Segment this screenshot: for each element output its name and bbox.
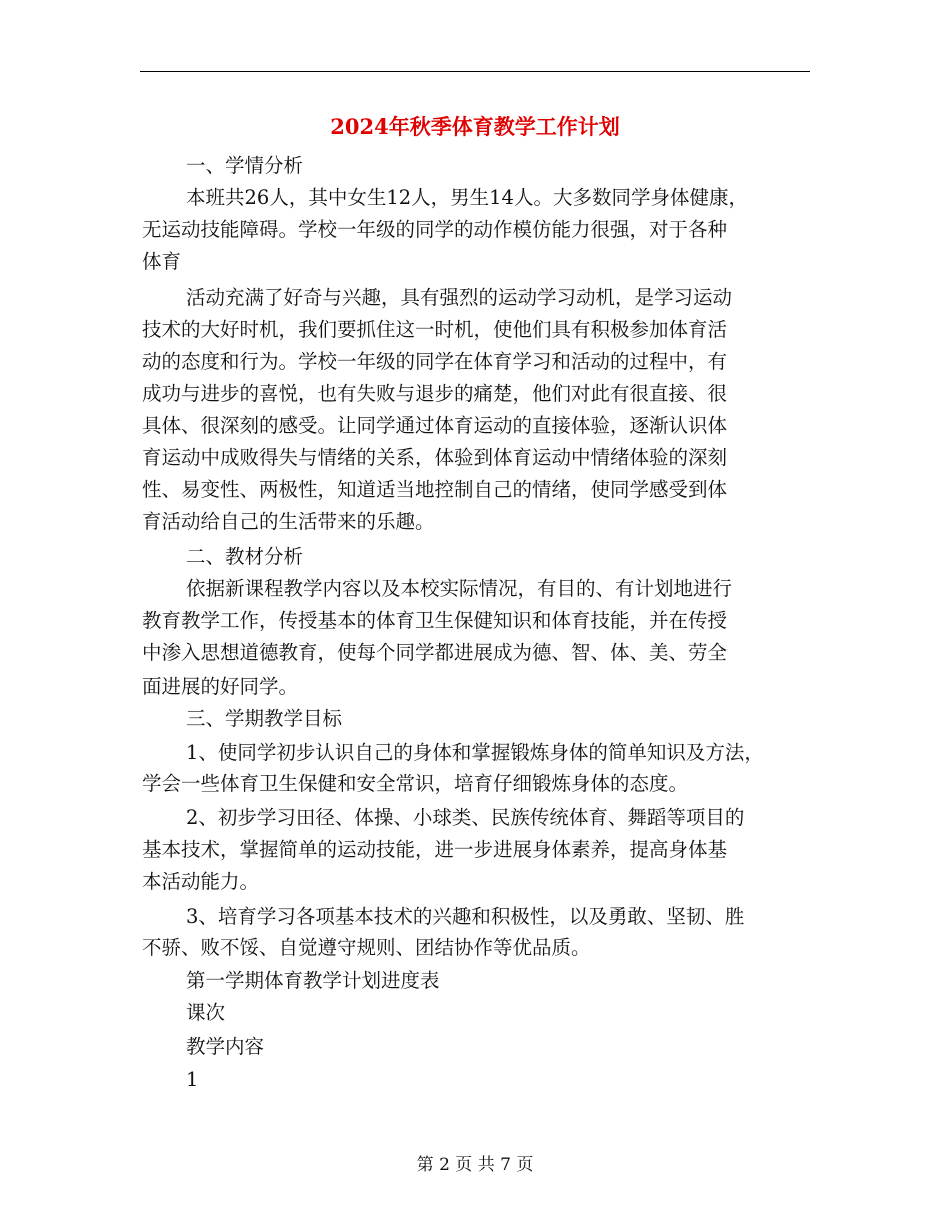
header-rule xyxy=(140,71,810,72)
body-line: 具体、很深刻的感受。让同学通过体育运动的直接体验，逐渐认识体 xyxy=(142,414,728,437)
body-line: 育活动给自己的生活带来的乐趣。 xyxy=(142,510,435,533)
body-line: 性、易变性、两极性，知道适当地控制自己的情绪，使同学感受到体 xyxy=(142,478,728,501)
body-line: 活动充满了好奇与兴趣，具有强烈的运动学习动机，是学习运动 xyxy=(186,286,733,309)
body-line: 基本技术，掌握简单的运动技能，进一步进展身体素养，提高身体基 xyxy=(142,838,728,861)
table-title: 第一学期体育教学计划进度表 xyxy=(186,969,440,992)
body-line: 体育 xyxy=(142,250,182,273)
table-header-lesson: 课次 xyxy=(186,1001,226,1024)
section-heading-1: 一、学情分析 xyxy=(186,154,304,177)
body-line: 本活动能力。 xyxy=(142,870,260,893)
table-header-content: 教学内容 xyxy=(186,1035,265,1058)
table-cell-lesson-number: 1 xyxy=(186,1068,199,1091)
body-line: 面进展的好同学。 xyxy=(142,675,299,698)
body-line: 无运动技能障碍。学校一年级的同学的动作模仿能力很强，对于各种 xyxy=(142,218,728,241)
body-line: 2、初步学习田径、体操、小球类、民族传统体育、舞蹈等项目的 xyxy=(186,806,745,829)
body-line: 3、培育学习各项基本技术的兴趣和积极性，以及勇敢、坚韧、胜 xyxy=(186,905,745,928)
section-heading-3: 三、学期教学目标 xyxy=(186,707,343,730)
body-line: 成功与进步的喜悦，也有失败与退步的痛楚，他们对此有很直接、很 xyxy=(142,382,728,405)
body-line: 教育教学工作，传授基本的体育卫生保健知识和体育技能，并在传授 xyxy=(142,609,728,632)
page-footer: 第 2 页 共 7 页 xyxy=(416,1155,534,1175)
body-line: 本班共26人，其中女生12人，男生14人。大多数同学身体健康， xyxy=(186,186,748,209)
body-line: 动的态度和行为。学校一年级的同学在体育学习和活动的过程中，有 xyxy=(142,350,728,373)
section-heading-2: 二、教材分析 xyxy=(186,545,304,568)
body-line: 1、使同学初步认识自己的身体和掌握锻炼身体的简单知识及方法， xyxy=(186,741,764,764)
body-line: 育运动中成败得失与情绪的关系，体验到体育运动中情绪体验的深刻 xyxy=(142,446,728,469)
body-line: 中渗入思想道德教育，使每个同学都进展成为德、智、体、美、劳全 xyxy=(142,641,728,664)
body-line: 不骄、败不馁、自觉遵守规则、团结协作等优品质。 xyxy=(142,936,591,959)
body-line: 学会一些体育卫生保健和安全常识，培育仔细锻炼身体的态度。 xyxy=(142,772,689,795)
body-line: 依据新课程教学内容以及本校实际情况，有目的、有计划地进行 xyxy=(186,577,733,600)
body-line: 技术的大好时机，我们要抓住这一时机，使他们具有积极参加体育活 xyxy=(142,318,728,341)
document-title: 2024年秋季体育教学工作计划 xyxy=(330,114,620,139)
